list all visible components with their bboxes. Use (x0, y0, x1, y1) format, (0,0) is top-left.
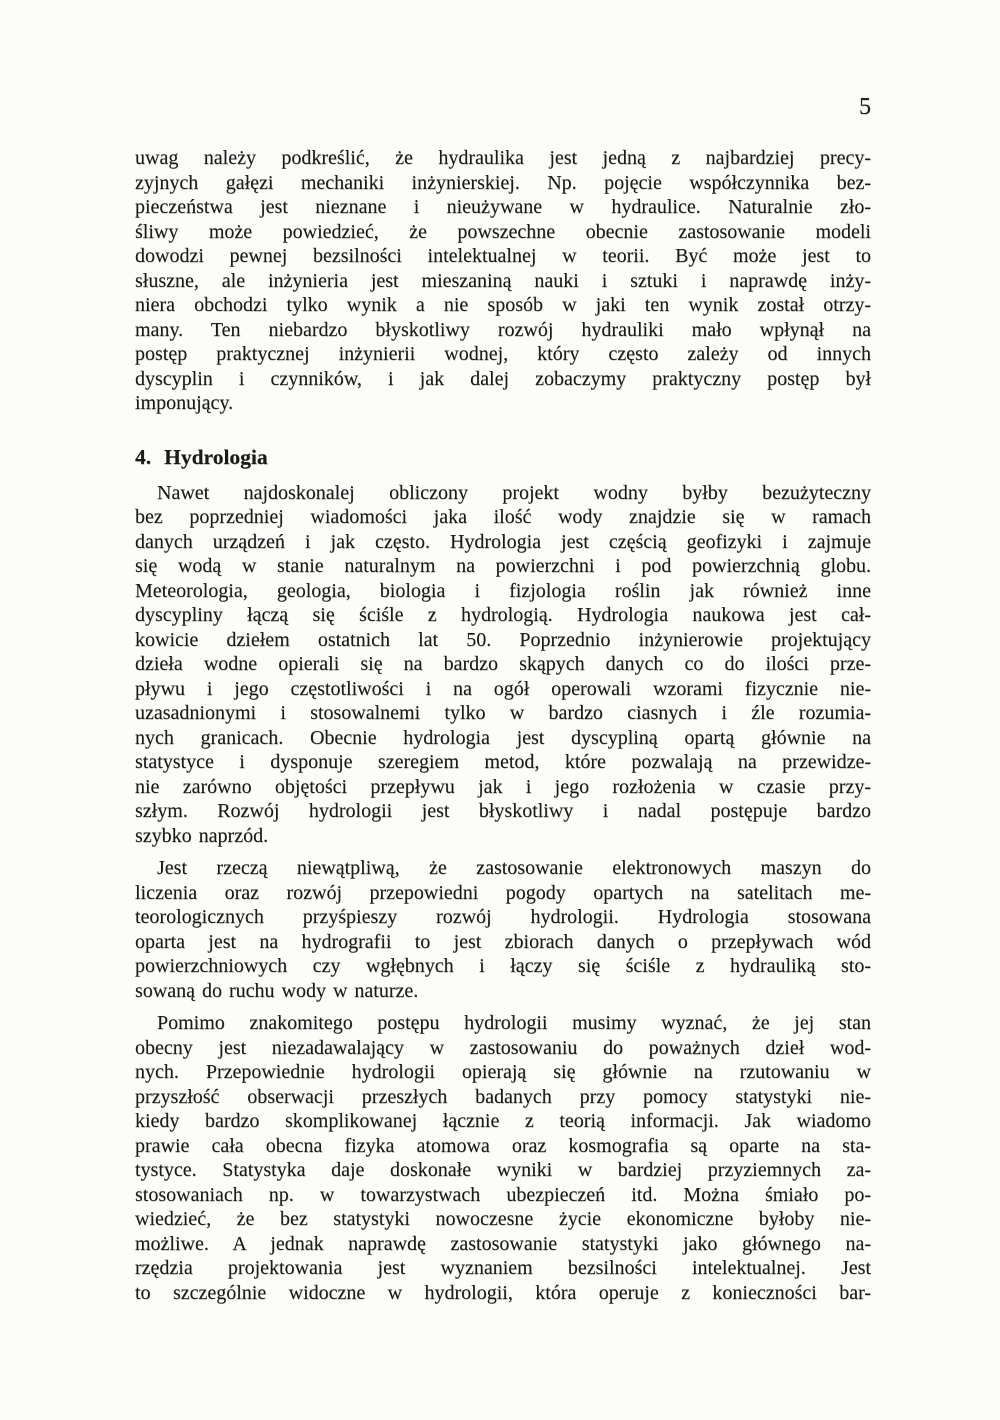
section-number: 4. (135, 444, 152, 469)
text-line: rzędzia projektowania jest wyznaniem bezsilności intelektualnej. Jest (135, 1257, 871, 1279)
text-line: przyszłość obserwacji przeszłych badanych przy pomocy statystyki nie- (135, 1085, 871, 1108)
body-text (135, 0, 871, 1305)
text-line: nych granicach. Obecnie hydrologia jest dyscypliną opartą głównie na (135, 726, 871, 749)
section-title: Hydrologia (164, 444, 268, 469)
paragraph (135, 1011, 871, 1305)
text-line: wiedzieć, że bez statystyki nowoczesne życie ekonomiczne byłoby nie- (135, 1208, 871, 1230)
text-line: pływu i jego częstotliwości i na ogół operowali wzorami fizycznie nie- (135, 677, 871, 700)
section-heading (135, 444, 871, 470)
page-number: 5 (859, 94, 871, 120)
text-line: śliwy może powiedzieć, że powszechne obecnie zastosowanie modeli (135, 220, 871, 243)
text-line: imponujący. (135, 392, 234, 414)
text-line: teorologicznych przyśpieszy rozwój hydrologii. Hydrologia stosowana (135, 906, 871, 928)
text-line: bez poprzedniej wiadomości jaka ilość wody znajdzie się w ramach (135, 506, 871, 528)
text-line: dyscyplin i czynników, i jak dalej zobaczymy praktyczny postęp był (135, 367, 871, 390)
text-line: uzasadnionymi i stosowalnemi tylko w bardzo ciasnych i źle rozumia- (135, 702, 871, 724)
text-line: możliwe. A jednak naprawdę zastosowanie statystyki jako głównego na- (135, 1232, 871, 1255)
text-line: powierzchniowych czy wgłębnych i łączy się ściśle z hydrauliką sto- (135, 955, 871, 977)
text-line: obecny jest niezadawalający w zastosowaniu do poważnych dzieł wod- (135, 1036, 871, 1059)
paragraph (135, 481, 871, 849)
text-line: to szczególnie widoczne w hydrologii, która operuje z konieczności bar- (135, 1281, 871, 1304)
text-line: kiedy bardzo skomplikowanej łącznie z teorią informacji. Jak wiadomo (135, 1110, 871, 1132)
text-line: kowicie dziełem ostatnich lat 50. Poprzednio inżynierowie projektujący (135, 628, 871, 651)
text-line: Pomimo znakomitego postępu hydrologii musimy wyznać, że jej stan (157, 1012, 871, 1034)
text-line: pieczeństwa jest nieznane i nieużywane w hydraulice. Naturalnie zło- (135, 196, 871, 218)
text-line: danych urządzeń i jak często. Hydrologia jest częścią geofizyki i zajmuje (135, 530, 871, 553)
text-line: szybko naprzód. (135, 824, 269, 847)
text-line: słuszne, ale inżynieria jest mieszaniną nauki i sztuki i naprawdę inży- (135, 269, 871, 292)
text-line: niera obchodzi tylko wynik a nie sposób w jaki ten wynik został otrzy- (135, 294, 871, 316)
paragraph (135, 856, 871, 1003)
text-line: szłym. Rozwój hydrologii jest błyskotliwy i nadal postępuje bardzo (135, 800, 871, 822)
text-line: Meteorologia, geologia, biologia i fizjologia roślin jak również inne (135, 579, 871, 602)
text-line: nych. Przepowiednie hydrologii opierają się głównie na rzutowaniu w (135, 1061, 871, 1083)
text-line: Jest rzeczą niewątpliwą, że zastosowanie elektronowych maszyn do (157, 857, 871, 879)
text-line: dowodzi pewnej bezsilności intelektualnej w teorii. Być może jest to (135, 245, 871, 267)
paragraph (135, 146, 871, 416)
text-line: many. Ten niebardzo błyskotliwy rozwój hydrauliki mało wpłynął na (135, 318, 871, 341)
text-line: uwag należy podkreślić, że hydraulika jest jedną z najbardziej precy- (135, 147, 871, 169)
text-line: stosowaniach np. w towarzystwach ubezpieczeń itd. Można śmiało po- (135, 1183, 871, 1206)
text-line: nie zarówno objętości przepływu jak i jego rozłożenia w czasie przy- (135, 775, 871, 798)
page (135, 0, 871, 1420)
text-line: prawie cała obecna fizyka atomowa oraz kosmografia są oparte na sta- (135, 1134, 871, 1157)
text-line: dyscypliny łączą się ściśle z hydrologią. Hydrologia naukowa jest cał- (135, 604, 871, 626)
text-line: statystyce i dysponuje szeregiem metod, które pozwalają na przewidze- (135, 751, 871, 773)
text-line: dzieła wodne opierali się na bardzo skąpych danych co do ilości prze- (135, 653, 871, 675)
text-line: liczenia oraz rozwój przepowiedni pogody opartych na satelitach me- (135, 881, 871, 904)
text-line: się wodą w stanie naturalnym na powierzchni i pod powierzchnią globu. (135, 555, 871, 577)
text-line: tystyce. Statystyka daje doskonałe wyniki w bardziej przyziemnych za- (135, 1159, 871, 1181)
text-line: oparta jest na hydrografii to jest zbiorach danych o przepływach wód (135, 930, 871, 953)
text-line: Nawet najdoskonalej obliczony projekt wodny byłby bezużyteczny (157, 481, 871, 504)
text-line: zyjnych gałęzi mechaniki inżynierskiej. Np. pojęcie współczynnika bez- (135, 171, 871, 194)
text-line: sowaną do ruchu wody w naturze. (135, 979, 419, 1002)
text-line: postęp praktycznej inżynierii wodnej, który często zależy od innych (135, 343, 871, 365)
